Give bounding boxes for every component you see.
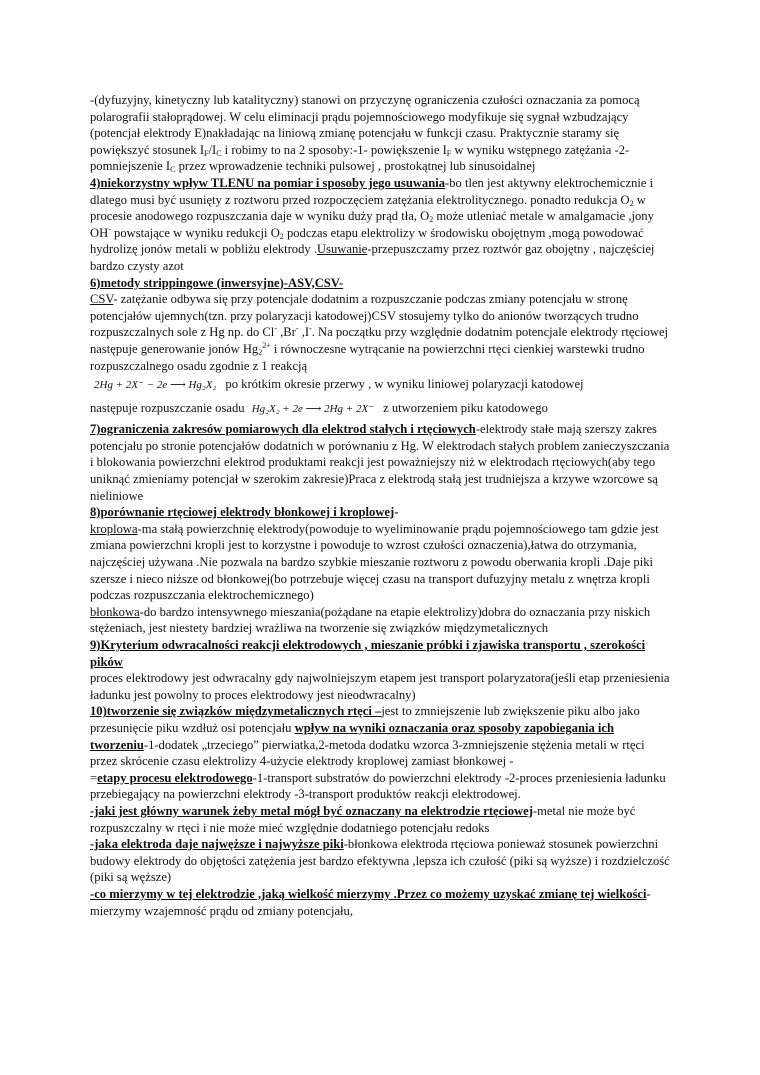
- formula-line-2: następuje rozpuszczanie osadu Hg₂X₂ + 2e ⟶ 2Hg + 2X⁻ z utworzeniem piku katodowego: [90, 400, 548, 415]
- heading-stripping: 6)metody strippingowe (inwersyjne)-ASV,CSV-: [90, 275, 344, 290]
- section-process-stages: =etapy procesu elektrodowego-1-transport substratów do powierzchni elektrody -2-proces przeniesienia ładunku przebiegający na powierzchni elektrody -3-transport produktów reakcji elektrodowej.: [90, 770, 666, 802]
- heading-measurement: -co mierzymy w tej elektrodzie ,jaką wielkość mierzymy .Przez co możemy uzyskać zmianę tej wielkości: [90, 886, 647, 901]
- section-drop-electrode: kroplowa-ma stałą powierzchnię elektrody(powoduje to wyeliminowanie prądu pojemnościowego tam gdzie jest zmiana powierzchni kropli jest to korzystne i powoduje to wzrost czułości oznaczenia),łatwa do otrzymania, najczęściej używana .Nie pozwala na bardzo szybkie mieszanie roztworu z powodu oberwania kropli .Daje piki szersze i nieco niższe od błonkowej(bo potrzebuje więcej czasu na transport dufuzyjny metalu z wnętrza kropli podczas rozpuszczania elektrochemicznego): [90, 521, 659, 603]
- term-blonkowa: błonkowa: [90, 604, 140, 619]
- heading-prevention: wpływ na wyniki oznaczania oraz sposoby zapobiegania ich tworzeniu: [90, 720, 615, 752]
- section-range-limits: 7)ograniczenia zakresów pomiarowych dla elektrod stałych i rtęciowych-elektrody stałe mają szerszy zakres potencjału po stronie potencjałów dodatnich w porównaniu z Hg. W elektrodach stałych problem zanieczyszczania i blokowania powierzchni elektrod produktami reakcji jest poważniejszy niż w elektrodach rtęciowych(aby tego uniknąć zmieniamy potencjał w szerokim zakresie)Praca z elektrodą stałą jest trudniejsza a krzywe wzorcowe są nieliniowe: [90, 422, 670, 503]
- term-kroplowa: kroplowa: [90, 521, 138, 536]
- heading-main-condition: -jaki jest główny warunek żeby metal mógł być oznaczany na elektrodzie rtęciowej: [90, 803, 533, 818]
- formula-line-1: 2Hg + 2X⁻ − 2e ⟶ Hg₂X₂ po krótkim okresie przerwy , w wyniku liniowej polaryzacji katodowej: [94, 377, 584, 392]
- paragraph-detection-limit: -(dyfuzyjny, kinetyczny lub katalityczny) stanowi on przyczynę ograniczenia czułości oznaczania za pomocą polarografii stałoprądowej. W celu eliminacji prądu pojemnościowego modyfikuje się sygnał wzbudzający (potencjał elektrody E)nakładając na liniową zmianę potencjału w funkcji czasu. Praktycznie staramy się powiększyć stosunek $I_F/I_C$ i robimy to na 2 sposoby:-1- powiększenie $I_F$ w wyniku wstępnego zatężania -2-pomniejszenie $I_C$ przez wprowadzenie techniki pulsowej , prostokątnej lub sinusoidalnej: [90, 93, 640, 175]
- term-csv: CSV: [90, 292, 114, 307]
- heading-oxygen: 4)niekorzystny wpływ TLENU na pomiar i sposoby jego usuwania: [90, 175, 446, 190]
- section-main-condition: -jaki jest główny warunek żeby metal mógł być oznaczany na elektrodzie rtęciowej-metal nie może być rozpuszczalny w rtęci i nie może mieć względnie dodatniego potencjału redoks: [90, 803, 636, 835]
- section-measurement: -co mierzymy w tej elektrodzie ,jaką wielkość mierzymy .Przez co możemy uzyskać zmianę tej wielkości-mierzymy wzajemność prądu od zmiany potencjału,: [90, 886, 651, 918]
- section-film-electrode: błonkowa-do bardzo intensywnego mieszania(pożądane na etapie elektrolizy)dobra do oznaczania przy niskich stężeniach, jest niestety bardziej wrażliwa na tworzenie się związków międzymetalicznych: [90, 604, 651, 636]
- section-reversibility: proces elektrodowy jest odwracalny gdy najwolniejszym etapem jest transport polaryzatora(jeśli etap przeniesienia ładunku jest powolny to proces elektrodowy jest nieodwracalny): [90, 671, 670, 702]
- document-page: [90, 92, 670, 919]
- heading-narrowest-peaks: -jaka elektroda daje najwęższe i najwyższe piki: [90, 837, 344, 852]
- formula-dissolution: Hg₂X₂ + 2e ⟶ 2Hg + 2X⁻: [251, 402, 374, 415]
- heading-intermetallic: 10)tworzenie się związków międzymetalicznych rtęci –: [90, 704, 382, 719]
- heading-comparison: 8)porównanie rtęciowej elektrody błonkowej i kroplowej-: [90, 505, 399, 520]
- section-intermetallic: 10)tworzenie się związków międzymetalicznych rtęci –jest to zmniejszenie lub zwiększenie piku albo jako przesunięcie piku wzdłuż osi potencjału wpływ na wyniki oznaczania oraz sposoby zapobiegania ich tworzeniu-1-dodatek „trzeciego” pierwiatka,2-metoda dodatku wzorca 3-zmniejszenie stężenia metali w rtęci przez skrócenie czasu elektrolizy 4-użycie elektrody kroplowej zamiast błonkowej -: [90, 704, 645, 769]
- formula-precipitation: 2Hg + 2X⁻ − 2e ⟶ Hg₂X₂: [94, 379, 217, 392]
- section-csv: CSV- zatężanie odbywa się przy potencjale dodatnim a rozpuszczanie podczas zmiany potencjału w stronę potencjałów ujemnych(tzn. przy polaryzacji katodowej)CSV stosujemy tylko do anionów tworzących trudno rozpuszczalnych sole z Hg np. do Cl- ,Br- ,I-. Na początku przy względnie dodatnim potencjale elektrody rtęciowej następuje generowanie jonów $Hg_2^{2+}$ i równoczesne wytrącanie na powierzchni rtęci cienkiej warstewki trudno rozpuszczalnego osadu zgodnie z 1 reakcją 2Hg + 2X⁻ − 2e ⟶ Hg₂X₂ po krótkim okresie przerwy , w wyniku liniowej polaryzacji katodowej następuje rozpuszczanie osadu Hg₂X₂ + 2e ⟶ 2Hg + 2X⁻ z utworzeniem piku katodowego: [90, 291, 670, 417]
- section-narrowest-peaks: -jaka elektroda daje najwęższe i najwyższe piki-błonkowa elektroda rtęciowa ponieważ stosunek powierzchni budowy elektrody do objętości zatężenia jest bardzo efektywna ,lepsza ich czułość (piki są wyższe) i rozdzielczość (piki są węższe): [90, 837, 670, 885]
- heading-range-limits: 7)ograniczenia zakresów pomiarowych dla elektrod stałych i rtęciowych: [90, 422, 476, 437]
- term-usuwanie: Usuwanie: [316, 242, 368, 257]
- heading-process-stages: etapy procesu elektrodowego: [97, 770, 253, 785]
- heading-reversibility: 9)Kryterium odwracalności reakcji elektrodowych , mieszanie próbki i zjawiska transportu , szerokości pików: [90, 638, 646, 669]
- section-oxygen: 4)niekorzystny wpływ TLENU na pomiar i sposoby jego usuwania-bo tlen jest aktywny elektrochemicznie i dlatego musi być usunięty z roztworu przed rozpoczęciem zatężania elektrolitycznego. ponadto redukcja $O_2$ w procesie anodowego rozpuszczania daje w wyniku duży prąd tła, $O_2$ może utleniać metale w amalgamacie ,jony OH- powstające w wyniku redukcji $O_2$ podczas etapu elektrolizy w środowisku obojętnym ,mogą powodować hydrolizę jonów metali w pobliżu elektrody .Usuwanie-przepuszczamy przez roztwór gaz obojętny , najczęściej bardzo czysty azot: [90, 175, 655, 273]
